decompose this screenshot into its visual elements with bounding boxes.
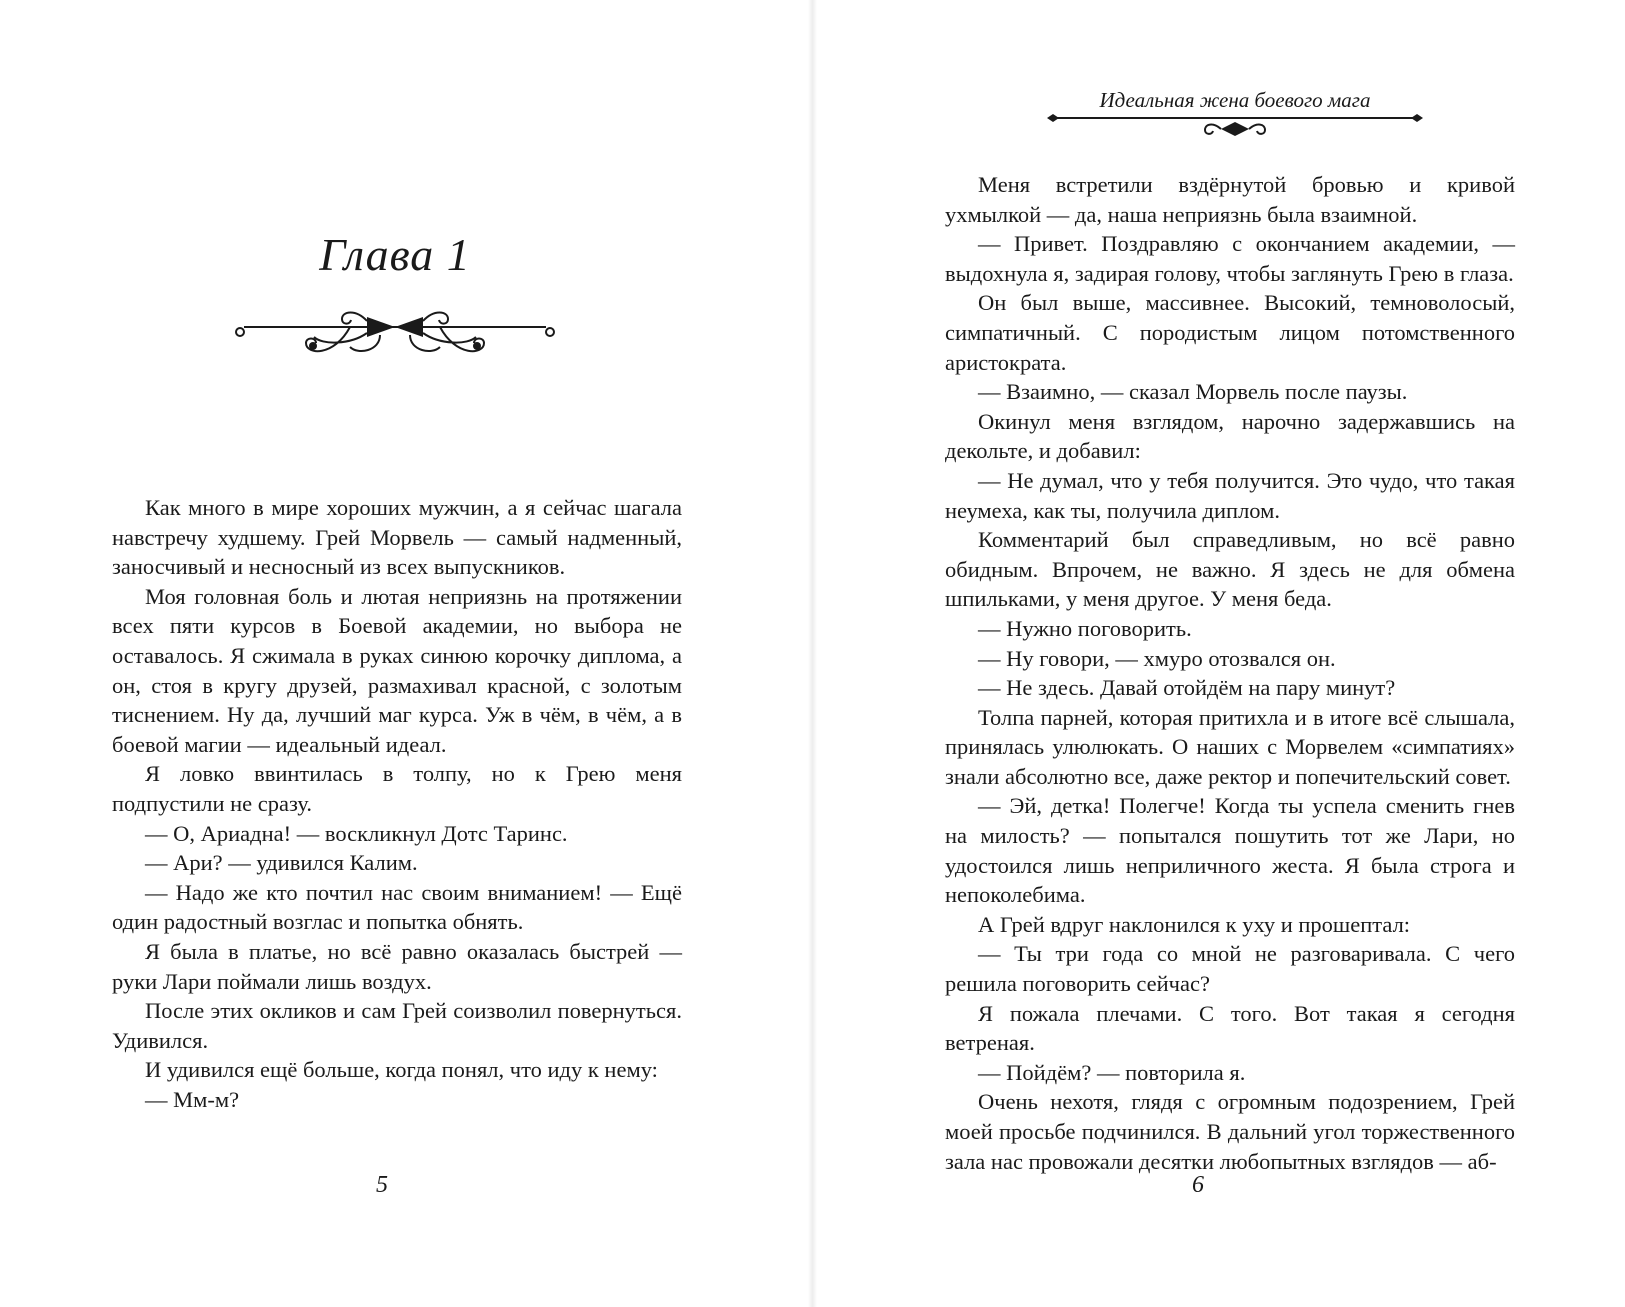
paragraph: Меня встретили вздёрнутой бровью и кривой ухмылкой — да, наша неприязнь была взаимной. <box>945 172 1515 227</box>
paragraph: — Привет. Поздравляю с окончанием академии, — выдохнула я, задирая голову, чтобы заглянуть Грею в глаза. <box>945 231 1515 286</box>
paragraph: Очень нехотя, глядя с огромным подозрением, Грей моей просьбе подчинился. В дальний угол торжественного зала нас провожали десятки любопытных взглядов — аб- <box>945 1089 1515 1174</box>
left-page-text <box>112 493 682 1114</box>
paragraph: — Нужно поговорить. <box>978 615 1192 641</box>
paragraph: А Грей вдруг наклонился к уху и прошептал: <box>978 911 1411 937</box>
paragraph: — Ари? — удивился Калим. <box>145 850 418 876</box>
paragraph: Я пожала плечами. С того. Вот такая я сегодня ветреная. <box>945 1000 1515 1056</box>
paragraph: — Взаимно, — сказал Морвель после паузы. <box>978 379 1408 405</box>
right-page-text <box>945 170 1515 1176</box>
paragraph: Комментарий был справедливым, но всё равно обидным. Впрочем, не важно. Я здесь не для обмена шпильками, у меня другое. У меня беда. <box>945 527 1515 612</box>
running-header: Идеальная жена боевого мага <box>1099 88 1371 112</box>
paragraph: — Пойдём? — повторила я. <box>978 1059 1246 1085</box>
paragraph: Как много в мире хороших мужчин, а я сейчас шагала навстречу худшему. Грей Морвель — самый надменный, заносчивый и несносный из всех выпускников. <box>112 495 682 580</box>
left-page <box>0 0 810 1307</box>
paragraph: Толпа парней, которая притихла и в итоге всё слышала, принялась улюлюкать. О наших с Морвелем «симпатиях» знали абсолютно все, даже ректор и попечительский совет. <box>945 704 1515 789</box>
paragraph: Он был выше, массивнее. Высокий, темноволосый, симпатичный. С породистым лицом потомственного аристократа. <box>945 290 1515 375</box>
paragraph: — Эй, детка! Полегче! Когда ты успела сменить гнев на милость? — попытался пошутить тот же Лари, но удостоился лишь неприличного жеста. Я была строга и непоколебима. <box>945 793 1515 908</box>
paragraph: — О, Ариадна! — воскликнул Дотс Таринс. <box>145 820 568 846</box>
paragraph: — Ты три года со мной не разговаривала. С чего решила поговорить сейчас? <box>945 941 1515 997</box>
paragraph: После этих окликов и сам Грей соизволил повернуться. Удивился. <box>112 998 682 1053</box>
paragraph: Моя головная боль и лютая неприязнь на протяжении всех пяти курсов в Боевой академии, но выбора не оставалось. Я сжимала в руках синюю корочку диплома, а он, стоя в кругу друзей, размахивал красной, с золотым тиснением. Ну да, лучший маг курса. Уж в чём, в чём, а в боевой магии — идеальный идеал. <box>112 583 682 757</box>
header-flourish-icon <box>1045 108 1425 144</box>
paragraph: — Не думал, что у тебя получится. Это чудо, что такая неумеха, как ты, получила диплом. <box>945 467 1515 523</box>
page-number: 6 <box>1192 1172 1204 1198</box>
chapter-title: Глава 1 <box>319 229 471 280</box>
paragraph: Я была в платье, но всё равно оказалась быстрей — руки Лари поймали лишь воздух. <box>112 938 682 994</box>
paragraph: — Мм-м? <box>145 1086 240 1112</box>
paragraph: Я ловко ввинтилась в толпу, но к Грею меня подпустили не сразу. <box>112 761 682 816</box>
paragraph: — Не здесь. Давай отойдём на пару минут? <box>978 675 1396 701</box>
page-number: 5 <box>376 1172 388 1198</box>
paragraph: И удивился ещё больше, когда понял, что иду к нему: <box>145 1057 658 1083</box>
paragraph: — Ну говори, — хмуро отозвался он. <box>978 645 1336 671</box>
paragraph: Окинул меня взглядом, нарочно задержавшись на декольте, и добавил: <box>945 408 1515 464</box>
paragraph: — Надо же кто почтил нас своим вниманием! — Ещё один радостный возглас и попытка обнять. <box>112 879 682 935</box>
flourish-ornament-icon <box>230 305 560 365</box>
right-page <box>815 0 1625 1307</box>
